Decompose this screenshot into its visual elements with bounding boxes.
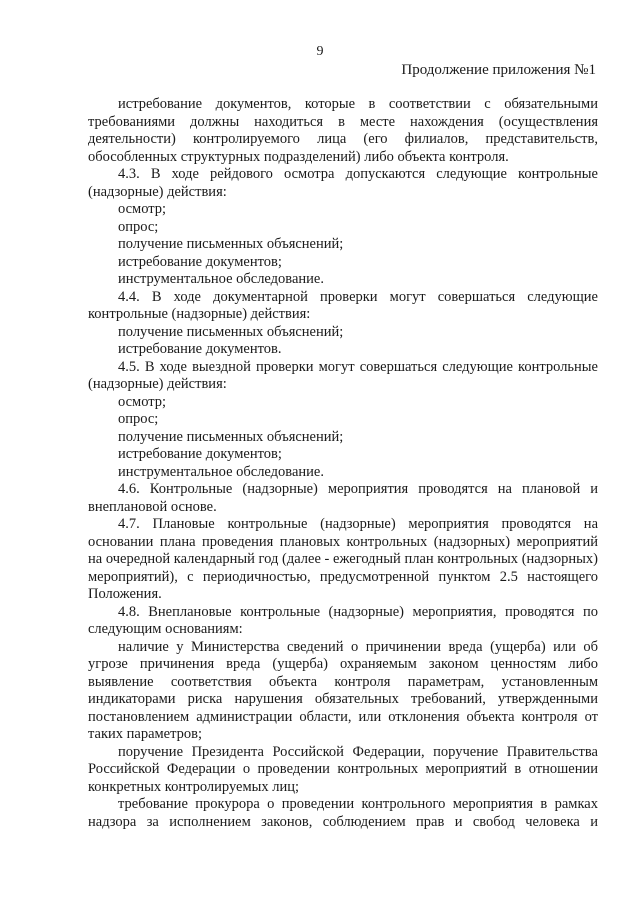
list-item: осмотр; (118, 393, 167, 410)
paragraph: 4.5. В ходе выездной проверки могут совершаться следующие контрольные (надзорные) действия: (88, 358, 598, 392)
paragraph: истребование документов, которые в соответствии с обязательными требованиями должны находиться в месте нахождения (осуществления деятельности) контролируемого лица (его филиалов, представительств, обособленных структурных подразделений) либо объекта контроля. (88, 96, 598, 165)
list-item: получение письменных объяснений; (118, 323, 344, 340)
list-item: осмотр; (118, 201, 167, 217)
list-item: инструментальное обследование. (118, 463, 324, 480)
list-item: опрос; (118, 218, 159, 235)
paragraph: требование прокурора о проведении контрольного мероприятия в рамках надзора за исполнением законов, соблюдением прав и свобод человека и (88, 796, 598, 830)
paragraph: 4.3. В ходе рейдового осмотра допускаются следующие контрольные (надзорные) действия: (88, 166, 598, 200)
list-item: истребование документов; (118, 446, 282, 462)
paragraph: поручение Президента Российской Федерации, поручение Правительства Российской Федерации о проведении контрольных мероприятий в отношении конкретных контролируемых лиц; (88, 743, 598, 795)
list-item: получение письменных объяснений; (118, 236, 344, 252)
list-item: опрос; (118, 411, 159, 427)
paragraph: 4.8. Внеплановые контрольные (надзорные) мероприятия, проводятся по следующим основаниям: (88, 603, 598, 637)
list-item: получение письменных объяснений; (118, 428, 344, 445)
appendix-continuation-label: Продолжение приложения №1 (401, 62, 596, 78)
list-item: истребование документов; (118, 253, 282, 270)
list-item: истребование документов. (118, 341, 282, 357)
paragraph: 4.7. Плановые контрольные (надзорные) мероприятия проводятся на основании плана проведения плановых контрольных (надзорных) мероприятий на очередной календарный год (далее - ежегодный план контрольных (надзорных) мероприятий), с периодичностью, предусмотренной пунктом 2.5 настоящего Положения. (88, 516, 598, 602)
page-number: 9 (316, 44, 324, 59)
document-body (88, 96, 598, 831)
paragraph: наличие у Министерства сведений о причинении вреда (ущерба) или об угрозе причинения вреда (ущерба) охраняемым законом ценностям либо выявление соответствия объекта контроля параметрам, установленным индикаторами риска нарушения обязательных требований, утвержденными постановлением администрации области, или отклонения объекта контроля от таких параметров; (88, 638, 598, 742)
paragraph: 4.6. Контрольные (надзорные) мероприятия проводятся на плановой и внеплановой основе. (88, 481, 598, 515)
list-item: инструментальное обследование. (118, 271, 324, 287)
paragraph: 4.4. В ходе документарной проверки могут совершаться следующие контрольные (надзорные) действия: (88, 288, 598, 322)
